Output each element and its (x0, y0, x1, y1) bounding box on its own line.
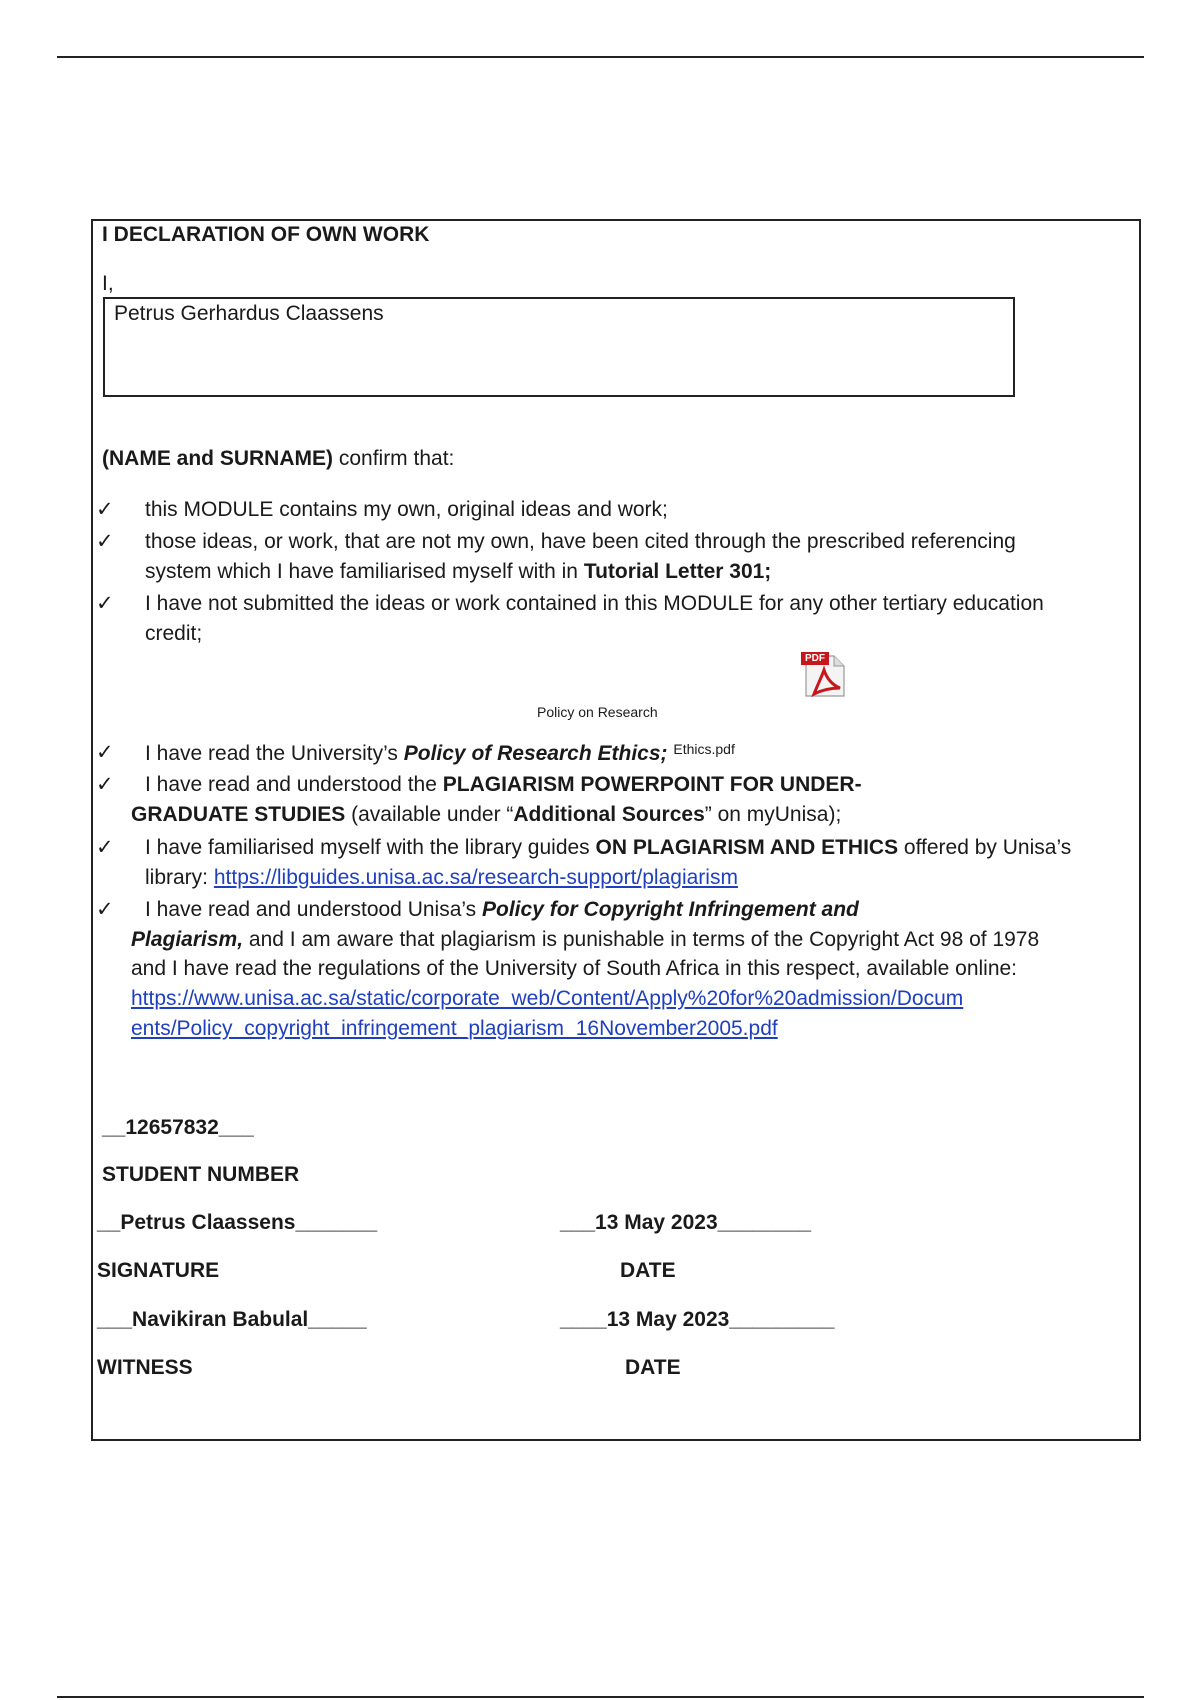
signature-label: SIGNATURE (97, 1259, 220, 1282)
item-6-line-2 (145, 866, 738, 890)
pdf-badge-text: PDF (805, 653, 825, 664)
library-label: library: (145, 866, 214, 889)
bottom-rule (57, 1696, 1144, 1698)
date-2-value: ____13 May 2023_________ (560, 1308, 835, 1331)
item-5-line-2 (131, 803, 841, 827)
attachment-label[interactable]: Policy on Research (537, 704, 658, 720)
item-7-mid: and I am aware that plagiarism is punishable in terms of the Copyright Act 98 of 1978 (243, 928, 1040, 951)
item-6-line-1 (145, 836, 1071, 860)
item-7-text: I have read and understood Unisa’s (145, 898, 483, 921)
policy-link-line-1[interactable] (131, 987, 963, 1011)
graduate-studies: GRADUATE STUDIES (131, 803, 346, 826)
check-icon: ✓ (96, 741, 114, 764)
item-2-text: system which I have familiarised myself with in (145, 560, 584, 583)
plagiarism-ethics: ON PLAGIARISM AND ETHICS (595, 836, 899, 859)
item-2-line-2 (145, 560, 771, 584)
item-2-line-1: those ideas, or work, that are not my own, have been cited through the prescribed referencing (145, 530, 1016, 553)
check-icon: ✓ (96, 773, 114, 796)
libguides-link[interactable]: https://libguides.unisa.ac.sa/research-support/plagiarism (213, 866, 738, 889)
item-5-end: ” on myUnisa); (704, 803, 842, 826)
check-icon: ✓ (96, 898, 114, 921)
witness-label: WITNESS (97, 1356, 193, 1379)
confirm-rest: confirm that: (333, 447, 455, 470)
item-5-mid: (available under “ (345, 803, 514, 826)
declaration-title: I DECLARATION OF OWN WORK (102, 223, 430, 246)
date-2-label: DATE (625, 1356, 681, 1379)
item-3-line-1: I have not submitted the ideas or work contained in this MODULE for any other tertiary education (145, 592, 1044, 615)
date-1-label: DATE (620, 1259, 676, 1282)
top-rule (57, 56, 1144, 58)
item-7-line-1 (145, 898, 859, 922)
research-ethics-policy: Policy of Research Ethics; (403, 742, 668, 765)
declaration-box (91, 219, 1141, 1441)
item-6-text: I have familiarised myself with the library guides (145, 836, 596, 859)
intro-text: I, (102, 272, 114, 295)
plagiarism-word: Plagiarism, (131, 928, 244, 951)
item-5-line-1 (145, 773, 862, 797)
student-number-value: __12657832___ (102, 1116, 254, 1139)
policy-link-part-2[interactable]: ents/Policy_copyright_infringement_plagiarism_16November2005.pdf (131, 1017, 778, 1040)
item-7-line-2 (131, 928, 1039, 952)
item-4-text: I have read the University’s (145, 742, 404, 765)
item-4 (145, 741, 735, 766)
policy-link-line-2[interactable] (131, 1017, 778, 1041)
copyright-policy: Policy for Copyright Infringement and (482, 898, 859, 921)
check-icon: ✓ (96, 498, 114, 521)
check-icon: ✓ (96, 836, 114, 859)
name-value: Petrus Gerhardus Claassens (114, 302, 384, 325)
item-5-text: I have read and understood the (145, 773, 443, 796)
plagiarism-powerpoint: PLAGIARISM POWERPOINT FOR UNDER- (442, 773, 862, 796)
student-number-label: STUDENT NUMBER (102, 1163, 300, 1186)
item-7-line-3: and I have read the regulations of the University of South Africa in this respect, available online: (131, 957, 1018, 980)
signature-value: __Petrus Claassens_______ (97, 1211, 378, 1234)
additional-sources: Additional Sources (513, 803, 705, 826)
check-icon: ✓ (96, 530, 114, 553)
item-6-end: offered by Unisa’s (898, 836, 1072, 859)
tutorial-letter: Tutorial Letter 301; (583, 560, 772, 583)
witness-value: ___Navikiran Babulal_____ (97, 1308, 367, 1331)
pdf-icon[interactable] (800, 650, 850, 700)
attachment-file[interactable]: Ethics.pdf (673, 741, 735, 757)
check-icon: ✓ (96, 592, 114, 615)
policy-link-part-1[interactable]: https://www.unisa.ac.sa/static/corporate_web/Content/Apply%20for%20admission/Docum (131, 987, 964, 1010)
date-1-value: ___13 May 2023________ (560, 1211, 812, 1234)
item-1: this MODULE contains my own, original ideas and work; (145, 498, 668, 521)
item-3-line-2: credit; (145, 622, 203, 645)
confirm-bold: (NAME and SURNAME) (102, 447, 333, 470)
confirm-line (102, 447, 454, 471)
